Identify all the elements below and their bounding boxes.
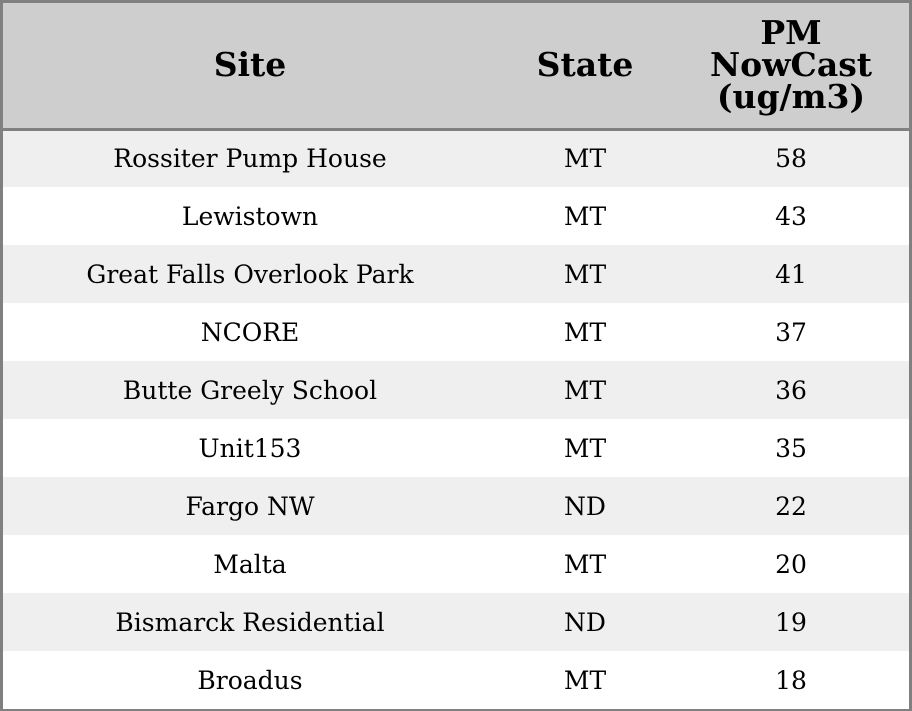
cell-pm: 19 (775, 607, 807, 637)
table-row (3, 419, 909, 477)
cell-pm: 18 (775, 665, 807, 695)
cell-state: MT (563, 317, 607, 347)
header-pm-nowcast (673, 3, 909, 129)
cell-pm: 22 (775, 491, 807, 521)
table-row (3, 593, 909, 651)
table-row (3, 245, 909, 303)
data-table (3, 3, 909, 709)
cell-pm: 43 (775, 201, 807, 231)
header-state: State (497, 3, 673, 129)
header-pm-line-2: NowCast (709, 45, 873, 85)
cell-pm: 37 (775, 317, 807, 347)
cell-site: Bismarck Residential (115, 607, 385, 637)
cell-site: Great Falls Overlook Park (86, 259, 414, 289)
header-site: Site (3, 3, 497, 129)
cell-state: MT (563, 549, 607, 579)
table-row (3, 303, 909, 361)
cell-state: MT (563, 375, 607, 405)
cell-site: Rossiter Pump House (113, 144, 387, 174)
cell-site: Unit153 (198, 433, 302, 463)
cell-state: ND (564, 491, 606, 521)
cell-pm: 36 (775, 375, 807, 405)
table-row (3, 129, 909, 187)
header-row (3, 3, 909, 129)
cell-pm: 20 (775, 549, 807, 579)
cell-pm: 58 (775, 144, 807, 174)
cell-state: MT (563, 259, 607, 289)
cell-site: NCORE (200, 317, 300, 347)
cell-site: Fargo NW (185, 491, 315, 521)
cell-pm: 35 (775, 433, 807, 463)
table-row (3, 477, 909, 535)
header-pm-line-1: PM (760, 13, 822, 53)
table-row (3, 535, 909, 593)
cell-state: MT (563, 144, 607, 174)
table-header (3, 3, 909, 129)
cell-site: Malta (213, 549, 287, 579)
cell-site: Broadus (197, 665, 303, 695)
cell-site: Lewistown (181, 201, 319, 231)
cell-state: MT (563, 201, 607, 231)
table-row (3, 187, 909, 245)
cell-state: MT (563, 433, 607, 463)
table-body (3, 129, 909, 709)
cell-pm: 41 (775, 259, 807, 289)
cell-site: Butte Greely School (122, 375, 378, 405)
table-row (3, 651, 909, 709)
table-row (3, 361, 909, 419)
cell-state: MT (563, 665, 607, 695)
header-pm-line-3: (ug/m3) (716, 77, 866, 117)
cell-state: ND (564, 607, 606, 637)
